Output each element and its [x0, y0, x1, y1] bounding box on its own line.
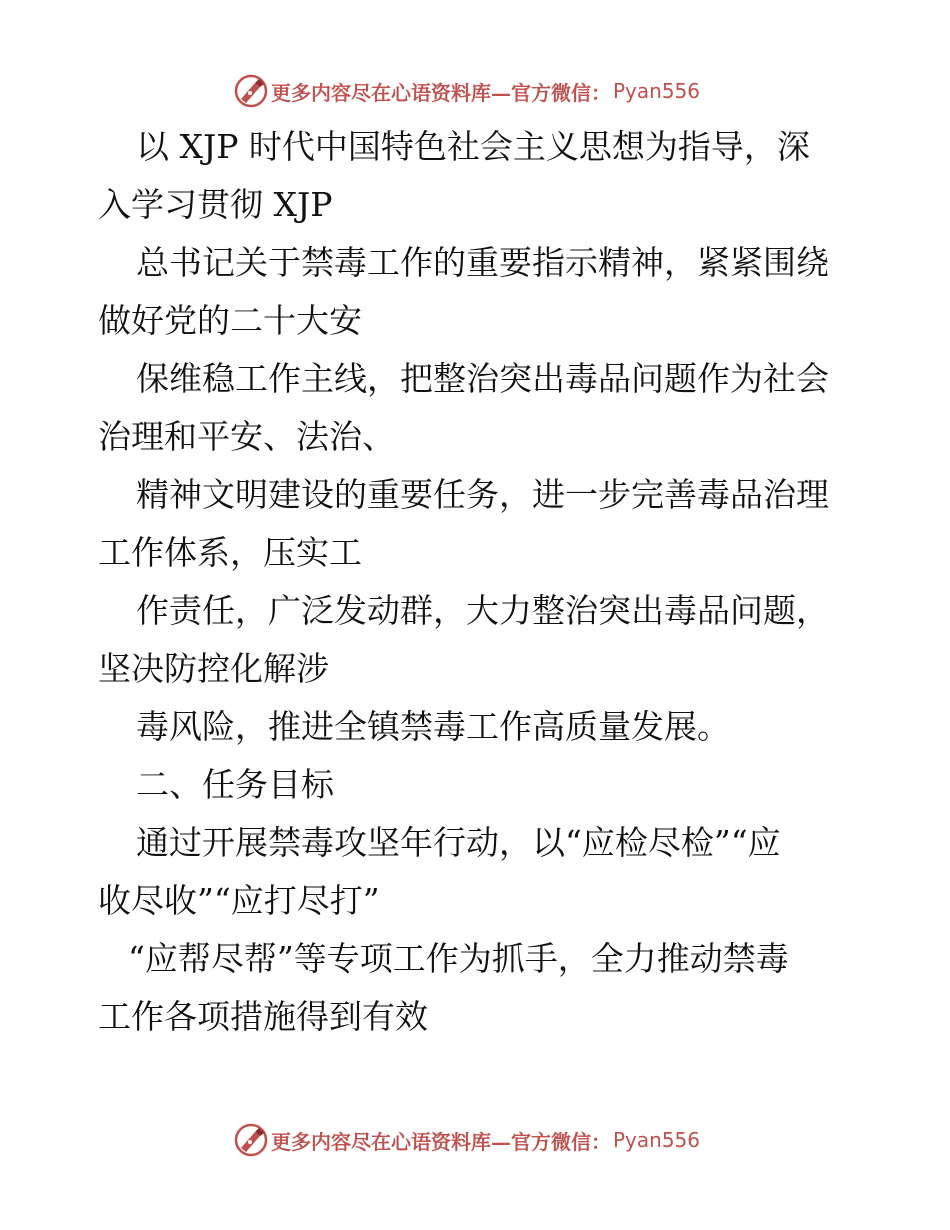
text-line: 以 XJP 时代中国特色社会主义思想为指导，深	[136, 127, 810, 166]
text-line: 总书记关于禁毒工作的重要指示精神，紧紧围绕	[136, 243, 829, 282]
watermark-text: 更多内容尽在心语资料库—官方微信：	[271, 80, 611, 105]
text-line: 入学习贯彻 XJP	[98, 185, 333, 224]
text-line: 工作各项措施得到有效	[98, 997, 428, 1036]
text-line: 做好党的二十大安	[98, 301, 362, 340]
text-line: 收尽收”“应打尽打”	[98, 881, 380, 920]
footer-watermark	[233, 1120, 700, 1160]
pen-nib-logo-icon	[233, 73, 269, 109]
text-line: 治理和平安、法治、	[98, 417, 395, 456]
text-line: 保维稳工作主线，把整治突出毒品问题作为社会	[136, 359, 829, 398]
watermark-handle: Pyan556	[613, 79, 701, 103]
text-line: 通过开展禁毒攻坚年行动，以“应检尽检”“应	[136, 823, 781, 862]
text-line: 作责任，广泛发动群，大力整治突出毒品问题，	[136, 591, 829, 630]
text-line: 精神文明建设的重要任务，进一步完善毒品治理	[136, 475, 829, 514]
text-line: 工作体系，压实工	[98, 533, 362, 572]
document-body	[98, 118, 868, 1046]
text-line: 毒风险，推进全镇禁毒工作高质量发展。	[136, 707, 730, 746]
pen-nib-logo-icon	[233, 1122, 269, 1158]
watermark-handle: Pyan556	[613, 1128, 701, 1152]
header-watermark	[233, 71, 700, 111]
section-heading: 二、任务目标	[136, 765, 334, 804]
watermark-text: 更多内容尽在心语资料库—官方微信：	[271, 1129, 611, 1154]
text-line: 坚决防控化解涉	[98, 649, 329, 688]
text-line: “应帮尽帮”等专项工作为抓手，全力推动禁毒	[128, 939, 789, 978]
